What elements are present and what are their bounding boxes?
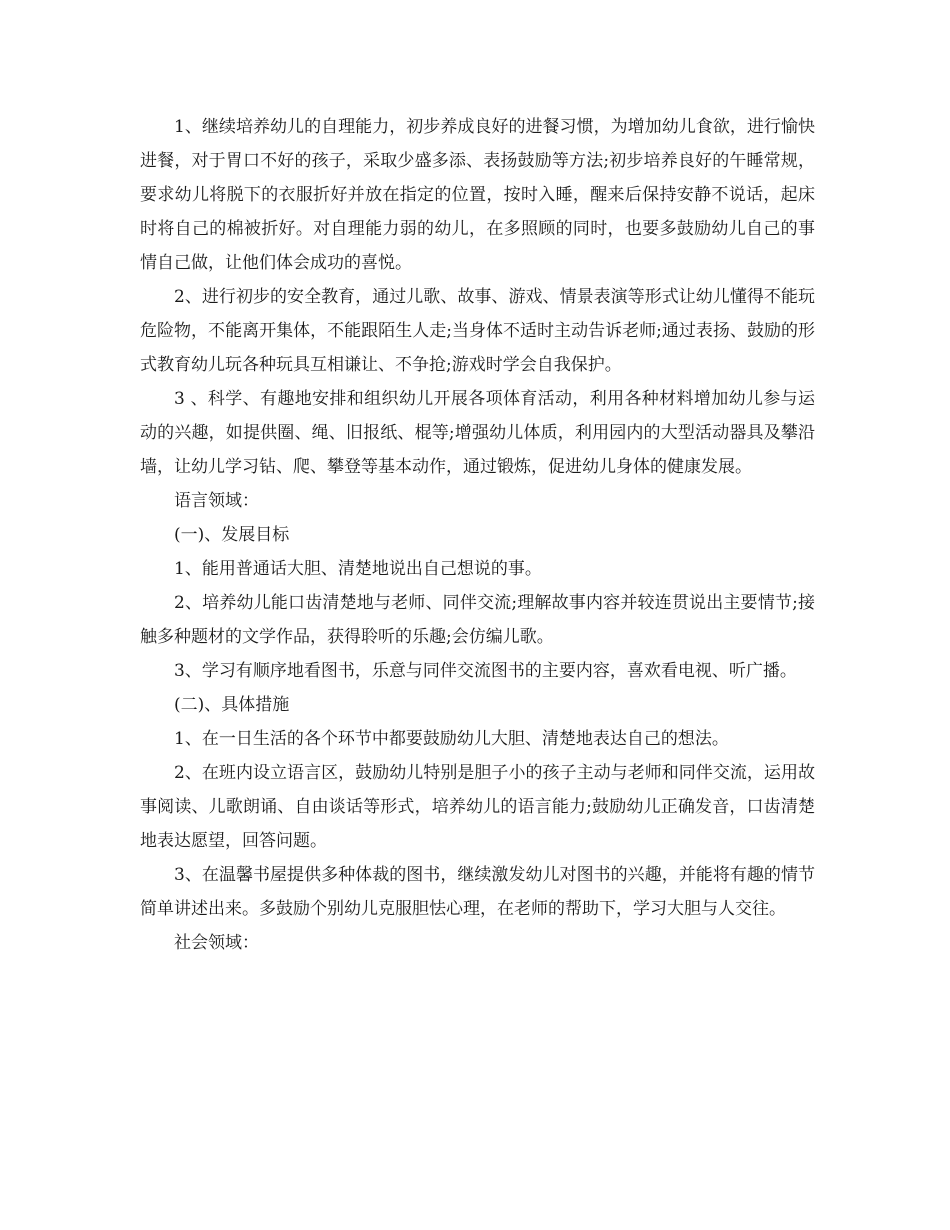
- paragraph-goal-1: 1、能用普通话大胆、清楚地说出自己想说的事。: [174, 559, 542, 579]
- paragraph-goal-2: 2、培养幼儿能口齿清楚地与老师、同伴交流;理解故事内容并较连贯说出主要情节;接触多种题材的文学作品，获得聆听的乐趣;会仿编儿歌。: [140, 593, 815, 647]
- heading-development-goals: (一)、发展目标: [174, 525, 290, 545]
- heading-language-domain: 语言领域：: [174, 491, 259, 511]
- document-page: [140, 110, 815, 960]
- paragraph-measure-2: 2、在班内设立语言区，鼓励幼儿特别是胆子小的孩子主动与老师和同伴交流，运用故事阅读、儿歌朗诵、自由谈话等形式，培养幼儿的语言能力;鼓励幼儿正确发音，口齿清楚地表达愿望，回答问题。: [140, 763, 815, 851]
- paragraph-self-care: 1、继续培养幼儿的自理能力，初步养成良好的进餐习惯，为增加幼儿食欲，进行愉快进餐，对于胃口不好的孩子，采取少盛多添、表扬鼓励等方法;初步培养良好的午睡常规，要求幼儿将脱下的衣服折好并放在指定的位置，按时入睡，醒来后保持安静不说话，起床时将自己的棉被折好。对自理能力弱的幼儿，在多照顾的同时，也要多鼓励幼儿自己的事情自己做，让他们体会成功的喜悦。: [140, 117, 815, 273]
- heading-specific-measures: (二)、具体措施: [174, 695, 290, 715]
- paragraph-safety-education: 2、进行初步的安全教育，通过儿歌、故事、游戏、情景表演等形式让幼儿懂得不能玩危险物，不能离开集体，不能跟陌生人走;当身体不适时主动告诉老师;通过表扬、鼓励的形式教育幼儿玩各种玩具互相谦让、不争抢;游戏时学会自我保护。: [140, 287, 815, 375]
- paragraph-goal-3: 3、学习有顺序地看图书，乐意与同伴交流图书的主要内容，喜欢看电视、听广播。: [174, 661, 797, 681]
- paragraph-measure-1: 1、在一日生活的各个环节中都要鼓励幼儿大胆、清楚地表达自己的想法。: [174, 729, 729, 749]
- heading-social-domain: 社会领域：: [174, 933, 259, 953]
- paragraph-measure-3: 3、在温馨书屋提供多种体裁的图书，继续激发幼儿对图书的兴趣，并能将有趣的情节简单讲述出来。多鼓励个别幼儿克服胆怯心理，在老师的帮助下，学习大胆与人交往。: [140, 865, 815, 919]
- paragraph-physical-activity: 3 、科学、有趣地安排和组织幼儿开展各项体育活动，利用各种材料增加幼儿参与运动的兴趣，如提供圈、绳、旧报纸、棍等;增强幼儿体质，利用园内的大型活动器具及攀沿墙，让幼儿学习钻、爬、攀登等基本动作，通过锻炼，促进幼儿身体的健康发展。: [140, 389, 815, 477]
